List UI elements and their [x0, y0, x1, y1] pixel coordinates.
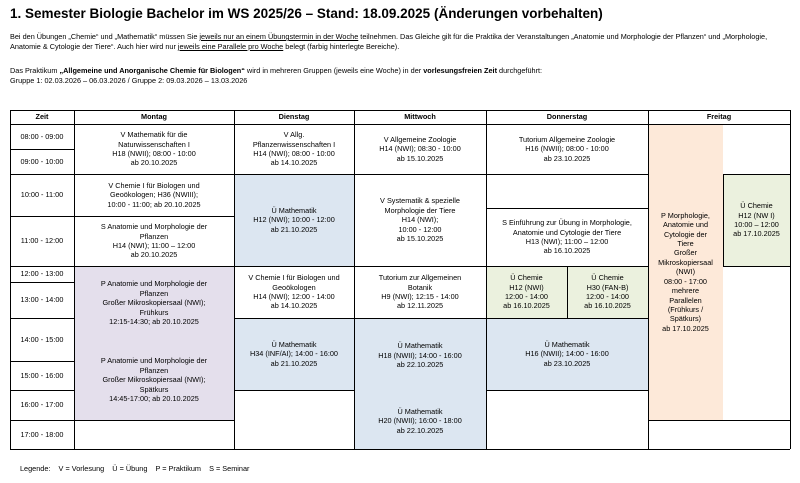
- event-line: ab 20.10.2025: [130, 158, 178, 168]
- intro-text: [10, 32, 790, 52]
- event-line: Tutorium zur Allgemeinen: [378, 273, 462, 283]
- di-math2-text: [250, 340, 338, 368]
- event-line: H18 (NWII); 14:00 - 16:00: [378, 350, 462, 360]
- event-line: mehrere: [671, 286, 700, 296]
- event-line: ab 22.10.2025: [396, 425, 444, 435]
- intro-part1: Bei den Übungen „Chemie“ und „Mathematik“ müssen Sie: [10, 32, 200, 41]
- mi-tut-text: [379, 273, 461, 311]
- event-line: 10:00 - 11:00; ab 20.10.2025: [107, 199, 201, 209]
- time-cell: 14:00 - 15:00: [20, 334, 64, 344]
- event-line: H20 (NWII); 16:00 - 18:00: [378, 416, 462, 426]
- event-line: 08:00 - 17:00: [663, 276, 707, 286]
- event-line: ab 23.10.2025: [543, 358, 591, 368]
- mo-p2-cell: [74, 340, 234, 420]
- fr-p-cell: [648, 124, 723, 420]
- event-line: H12 (NW I): [738, 210, 775, 220]
- event-line: ab 20.10.2025: [130, 250, 178, 260]
- mi-math1-cell: [354, 318, 486, 393]
- event-line: Großer Mikroskopiersaal (NWI);: [102, 298, 206, 308]
- praktikum-part3: durchgeführt:: [497, 66, 543, 75]
- event-line: H14 (NWI); 08:30 - 10:00: [379, 144, 461, 154]
- event-line: H14 (NWI); 08:00 - 10:00: [253, 149, 335, 158]
- event-line: Pflanzen: [139, 365, 169, 375]
- event-line: Parallelen: [669, 295, 702, 305]
- header-dienstag: Dienstag: [278, 112, 310, 122]
- event-line: Morphologie der Tiere: [384, 205, 456, 215]
- event-line: Ü Chemie: [510, 273, 543, 283]
- event-line: V Systematik & spezielle: [380, 196, 460, 206]
- intro-part2: teilnehmen. Das Gleiche gilt für die Praktika der Veranstaltungen „Anatomie und Morphologie der Pflanzen“ und „Morphologie, Anatomie & Cytologie der Tiere“. Auch hier wird nur: [10, 32, 768, 51]
- mo-math-text: [112, 130, 196, 168]
- mi-math2-text: [378, 407, 462, 435]
- event-line: Ü Chemie: [591, 273, 624, 283]
- event-line: ab 21.10.2025: [270, 358, 318, 368]
- event-line: Pflanzen: [139, 288, 169, 298]
- praktikum-bold1: „Allgemeine und Anorganische Chemie für Biologen“: [59, 66, 245, 75]
- event-line: H9 (NWI); 12:15 - 14:00: [381, 292, 459, 301]
- mo-anat-s-cell: [74, 216, 234, 266]
- event-line: H30 (FAN-B): [586, 282, 629, 292]
- di-chemie-text: [248, 273, 339, 311]
- praktikum-bold2: vorlesungsfreien Zeit: [423, 66, 498, 75]
- fr-chemie-cell: [723, 174, 790, 266]
- event-line: 10:00 - 12:00: [398, 224, 442, 234]
- do-s-cell: [486, 208, 648, 266]
- event-line: H16 (NWII); 08:00 - 10:00: [525, 144, 609, 154]
- event-line: 12:00 - 14:00: [504, 292, 548, 301]
- mi-tut-cell: [354, 266, 486, 318]
- event-line: Geoökologen: [272, 282, 316, 292]
- intro-part3: belegt (farbig hinterlegte Bereiche).: [283, 42, 400, 51]
- mo-anat-s-text: [101, 222, 207, 260]
- event-line: S Einführung zur Übung in Morphologie,: [502, 218, 632, 228]
- intro-underline2: jeweils eine Parallele pro Woche: [177, 42, 284, 51]
- di-math2-cell: [234, 318, 354, 390]
- mo-math-cell: [74, 124, 234, 174]
- di-pflanzen-cell: [234, 124, 354, 174]
- praktikum-groups: Gruppe 1: 02.03.2026 – 06.03.2026 / Gruppe 2: 09.03.2026 – 13.03.2026: [10, 76, 248, 85]
- event-line: Tutorium Allgemeine Zoologie: [518, 134, 616, 144]
- event-line: 12:00 - 14:00: [585, 292, 629, 301]
- mi-math1-text: [378, 341, 462, 369]
- event-line: Ü Chemie: [740, 201, 773, 211]
- time-cell: 13:00 - 14:00: [20, 295, 64, 305]
- mo-p1-cell: [74, 266, 234, 340]
- event-line: H12 (NWI): [509, 282, 544, 292]
- event-line: V Allg.: [283, 130, 305, 140]
- timetable: [10, 110, 790, 449]
- event-line: ab 17.10.2025: [662, 323, 709, 333]
- event-line: Spätkurs: [139, 384, 169, 394]
- do-math-cell: [486, 318, 648, 390]
- event-line: H13 (NWI); 11:00 – 12:00: [525, 237, 609, 246]
- event-line: P Anatomie und Morphologie der: [100, 356, 208, 366]
- event-line: H14 (NWI); 12:00 - 14:00: [253, 292, 335, 301]
- event-line: ab 12.11.2025: [396, 301, 444, 311]
- time-cell: 12:00 - 13:00: [20, 269, 64, 279]
- event-line: Pflanzenwissenschaften I: [252, 139, 336, 149]
- do-chemie2-cell: [567, 266, 648, 318]
- fr-p-text: [658, 211, 713, 333]
- event-line: H16 (NWII); 14:00 - 16:00: [525, 349, 609, 359]
- mo-chemie-text: [107, 181, 200, 209]
- event-line: Mikroskopiersaal: [658, 257, 713, 267]
- event-line: Frühkurs: [139, 307, 169, 317]
- event-line: 14:45-17:00; ab 20.10.2025: [109, 394, 199, 404]
- event-line: Ü Mathematik: [397, 341, 443, 351]
- header-zeit: Zeit: [35, 112, 49, 122]
- time-cell: 10:00 - 11:00: [20, 190, 64, 200]
- event-line: ab 21.10.2025: [270, 224, 318, 234]
- event-line: Spätkurs): [669, 314, 702, 324]
- mi-zoo-cell: [354, 124, 486, 174]
- fr-chemie-text: [733, 201, 780, 239]
- do-chemie1-text: [503, 273, 550, 311]
- event-line: Geoökologen; H36 (NWIII);: [109, 190, 198, 200]
- time-cell: 17:00 - 18:00: [20, 429, 64, 439]
- time-cell: 11:00 - 12:00: [20, 236, 64, 246]
- event-line: V Allgemeine Zoologie: [383, 134, 457, 144]
- event-line: Großer: [673, 248, 698, 258]
- header-donnerstag: Donnerstag: [546, 112, 588, 122]
- event-line: ab 15.10.2025: [396, 234, 444, 244]
- time-cell: 09:00 - 10:00: [20, 156, 64, 166]
- event-line: V Chemie I für Biologen und: [248, 273, 340, 283]
- time-cell: 08:00 - 09:00: [20, 131, 64, 141]
- do-tut-cell: [486, 124, 648, 174]
- di-pflanzen-text: [253, 130, 335, 168]
- time-cell: 16:00 - 17:00: [20, 400, 64, 410]
- page-title: 1. Semester Biologie Bachelor im WS 2025/26 – Stand: 18.09.2025 (Änderungen vorbehalten): [10, 6, 603, 21]
- event-line: P Morphologie,: [661, 210, 710, 220]
- event-line: Anatomie und: [662, 220, 709, 230]
- di-chemie-cell: [234, 266, 354, 318]
- mo-p1-text: [101, 279, 207, 326]
- mi-sys-cell: [354, 174, 486, 266]
- event-line: ab 16.10.2025: [503, 301, 550, 311]
- event-line: H18 (NWII); 08:00 - 10:00: [112, 149, 196, 158]
- mo-p2-text: [101, 356, 207, 403]
- header-freitag: Freitag: [706, 112, 732, 122]
- event-line: S Anatomie und Morphologie der: [100, 222, 208, 232]
- mo-chemie-cell: [74, 174, 234, 216]
- header-montag: Montag: [141, 112, 167, 122]
- event-line: Naturwissenschaften I: [118, 139, 190, 149]
- event-line: ab 15.10.2025: [396, 153, 444, 163]
- do-s-text: [502, 218, 632, 256]
- event-line: Großer Mikroskopiersaal (NWI);: [102, 375, 206, 385]
- mi-sys-text: [380, 196, 460, 243]
- legend: Legende: V = Vorlesung Ü = Übung P = Praktikum S = Seminar: [20, 464, 250, 473]
- event-line: ab 17.10.2025: [733, 229, 780, 239]
- intro-underline1: jeweils nur an einem Übungstermin in der Woche: [199, 32, 359, 41]
- do-chemie2-text: [584, 273, 631, 311]
- praktikum-text: [10, 66, 790, 86]
- event-line: Anatomie und Cytologie der Tiere: [512, 227, 622, 237]
- event-line: H12 (NWI); 10:00 - 12:00: [253, 215, 335, 225]
- event-line: 10:00 – 12:00: [734, 220, 779, 229]
- do-math-text: [525, 340, 609, 368]
- event-line: Tiere: [677, 239, 694, 249]
- event-line: ab 14.10.2025: [270, 301, 318, 311]
- event-line: 12:15-14:30; ab 20.10.2025: [109, 317, 199, 327]
- praktikum-part2: wird in mehreren Gruppen (jeweils eine Woche) in der: [244, 66, 424, 75]
- event-line: V Mathematik für die: [120, 130, 188, 140]
- event-line: ab 16.10.2025: [543, 246, 591, 256]
- event-line: V Chemie I für Biologen und: [108, 180, 200, 190]
- event-line: ab 14.10.2025: [270, 158, 318, 168]
- di-math1-text: [253, 206, 335, 234]
- event-line: ab 22.10.2025: [396, 360, 444, 370]
- event-line: Ü Mathematik: [271, 339, 317, 349]
- event-line: Ü Mathematik: [544, 339, 590, 349]
- event-line: P Anatomie und Morphologie der: [100, 279, 208, 289]
- event-line: Cytologie der: [664, 229, 707, 239]
- event-line: Pflanzen: [139, 231, 169, 241]
- event-line: H14 (NWI); 11:00 – 12:00: [112, 241, 196, 250]
- time-cell: 15:00 - 16:00: [20, 370, 64, 380]
- event-line: Botanik: [407, 282, 433, 292]
- event-line: H14 (NWI);: [401, 215, 439, 225]
- praktikum-part1: Das Praktikum: [10, 66, 60, 75]
- event-line: (NWI): [675, 267, 696, 277]
- event-line: H34 (INF/AI); 14:00 - 16:00: [249, 349, 338, 359]
- event-line: Ü Mathematik: [397, 406, 443, 416]
- mi-zoo-text: [379, 135, 461, 163]
- event-line: ab 23.10.2025: [543, 153, 591, 163]
- event-line: Ü Mathematik: [271, 205, 317, 215]
- do-tut-text: [519, 135, 615, 163]
- event-line: (Frühkurs /: [667, 304, 704, 314]
- event-line: ab 16.10.2025: [584, 301, 631, 311]
- mi-math2-cell: [354, 393, 486, 449]
- di-math1-cell: [234, 174, 354, 266]
- do-chemie1-cell: [486, 266, 567, 318]
- header-mittwoch: Mittwoch: [404, 112, 436, 122]
